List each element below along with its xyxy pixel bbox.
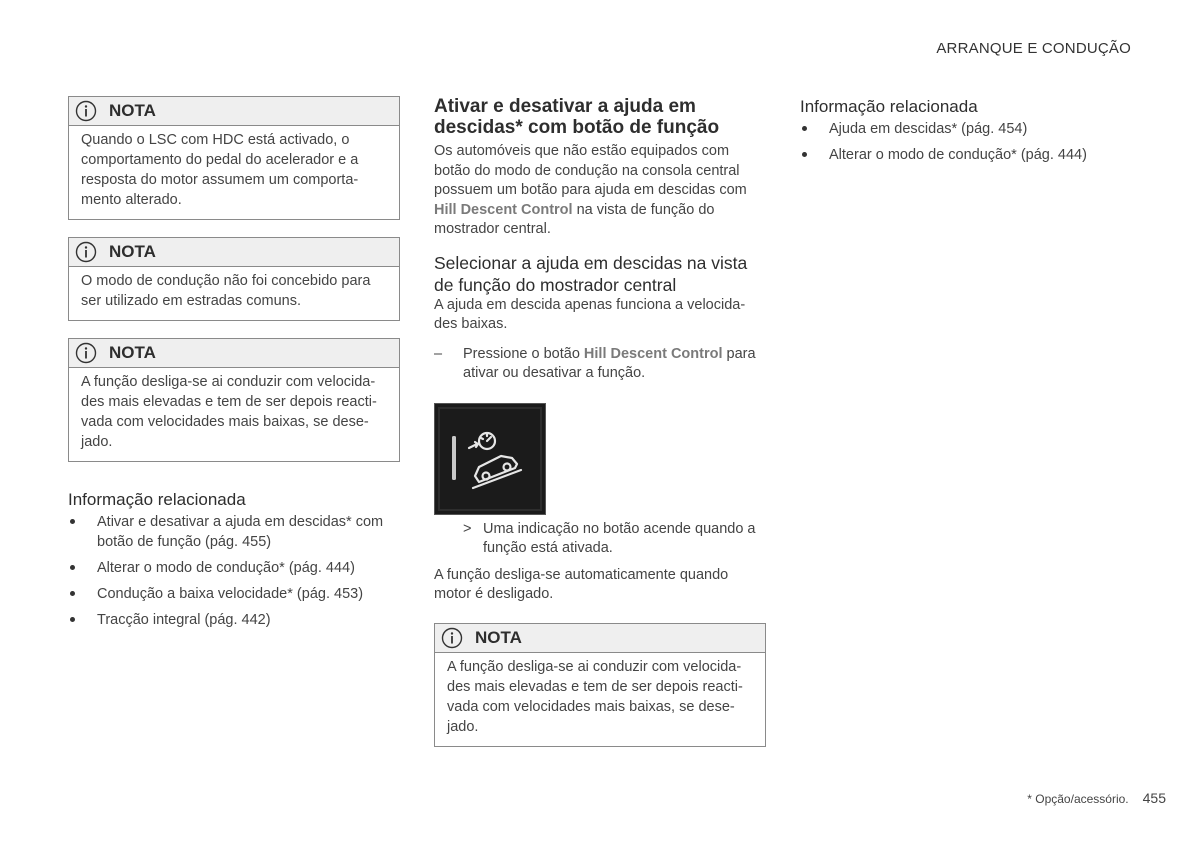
note-box	[434, 623, 766, 747]
note-body: Quando o LSC com HDC está activado, o comportamento do pedal do acelerador e a resposta do motor assumem um comporta-mento alterado.	[81, 132, 359, 208]
ui-term: Hill Descent Control	[583, 345, 723, 362]
column-right	[800, 96, 1132, 171]
ui-term: Hill Descent Control	[434, 201, 573, 218]
note-box	[68, 96, 400, 220]
result-marker: >	[463, 520, 472, 537]
note-header	[69, 238, 399, 267]
note-title: NOTA	[109, 343, 156, 362]
related-heading: Informação relacionada	[800, 97, 978, 116]
note-title: NOTA	[109, 101, 156, 120]
info-icon	[75, 241, 97, 263]
indicator-light	[452, 436, 456, 480]
step-item: – Pressione o botão Hill Descent Control para ativar ou desativar a função.	[434, 345, 756, 381]
sub-paragraph: A ajuda em descida apenas funciona a velocida-des baixas.	[434, 296, 746, 332]
note-header	[69, 339, 399, 368]
related-link[interactable]: Alterar o modo de condução* (pág. 444)	[68, 558, 400, 578]
column-middle	[434, 96, 766, 764]
note-body: A função desliga-se ai conduzir com velocida-des mais elevadas e tem de ser depois reacti-vada com velocidades mais baixas, se dese-jado.	[447, 658, 743, 735]
result-item: > Uma indicação no botão acende quando a função está ativada.	[463, 520, 756, 556]
info-icon	[75, 100, 97, 122]
footnote: * Opção/acessório.	[1027, 792, 1129, 806]
closing-paragraph: A função desliga-se automaticamente quando motor é desligado.	[434, 566, 729, 602]
subheading: Selecionar a ajuda em descidas na vista de função do mostrador central	[434, 252, 748, 295]
note-header	[69, 97, 399, 126]
intro-paragraph: Os automóveis que não estão equipados com botão do modo de condução na consola central possuem um botão para ajuda em descidas com Hill Descent Control na vista de função do mostrador central.	[434, 143, 747, 237]
related-link[interactable]: Alterar o modo de condução* (pág. 444)	[800, 145, 1132, 165]
note-body: O modo de condução não foi concebido para ser utilizado em estradas comuns.	[81, 273, 371, 309]
note-title: NOTA	[475, 627, 522, 647]
section-title: Ativar e desativar a ajuda em descidas* com botão de função	[434, 96, 720, 138]
note-body: A função desliga-se ai conduzir com velocida-des mais elevadas e tem de ser depois reacti-vada com velocidades mais baixas, se dese-jado.	[81, 374, 377, 450]
related-heading: Informação relacionada	[68, 490, 246, 509]
page-number: 455	[1142, 790, 1166, 806]
hill-descent-button-image	[434, 403, 546, 515]
related-list	[68, 512, 400, 630]
related-link[interactable]: Ativar e desativar a ajuda em descidas* com botão de função (pág. 455)	[68, 512, 400, 552]
info-icon	[441, 627, 463, 649]
related-link[interactable]: Tracção integral (pág. 442)	[68, 610, 400, 630]
step-marker: –	[434, 345, 443, 362]
note-box	[68, 237, 400, 321]
related-list	[800, 119, 1132, 165]
related-link[interactable]: Ajuda em descidas* (pág. 454)	[800, 119, 1132, 139]
note-header	[435, 624, 765, 653]
chapter-header: ARRANQUE E CONDUÇÃO	[936, 40, 1131, 57]
note-title: NOTA	[109, 242, 156, 261]
footer	[1027, 790, 1166, 806]
related-link[interactable]: Condução a baixa velocidade* (pág. 453)	[68, 584, 400, 604]
column-left	[68, 96, 400, 636]
note-box	[68, 338, 400, 462]
info-icon	[75, 342, 97, 364]
